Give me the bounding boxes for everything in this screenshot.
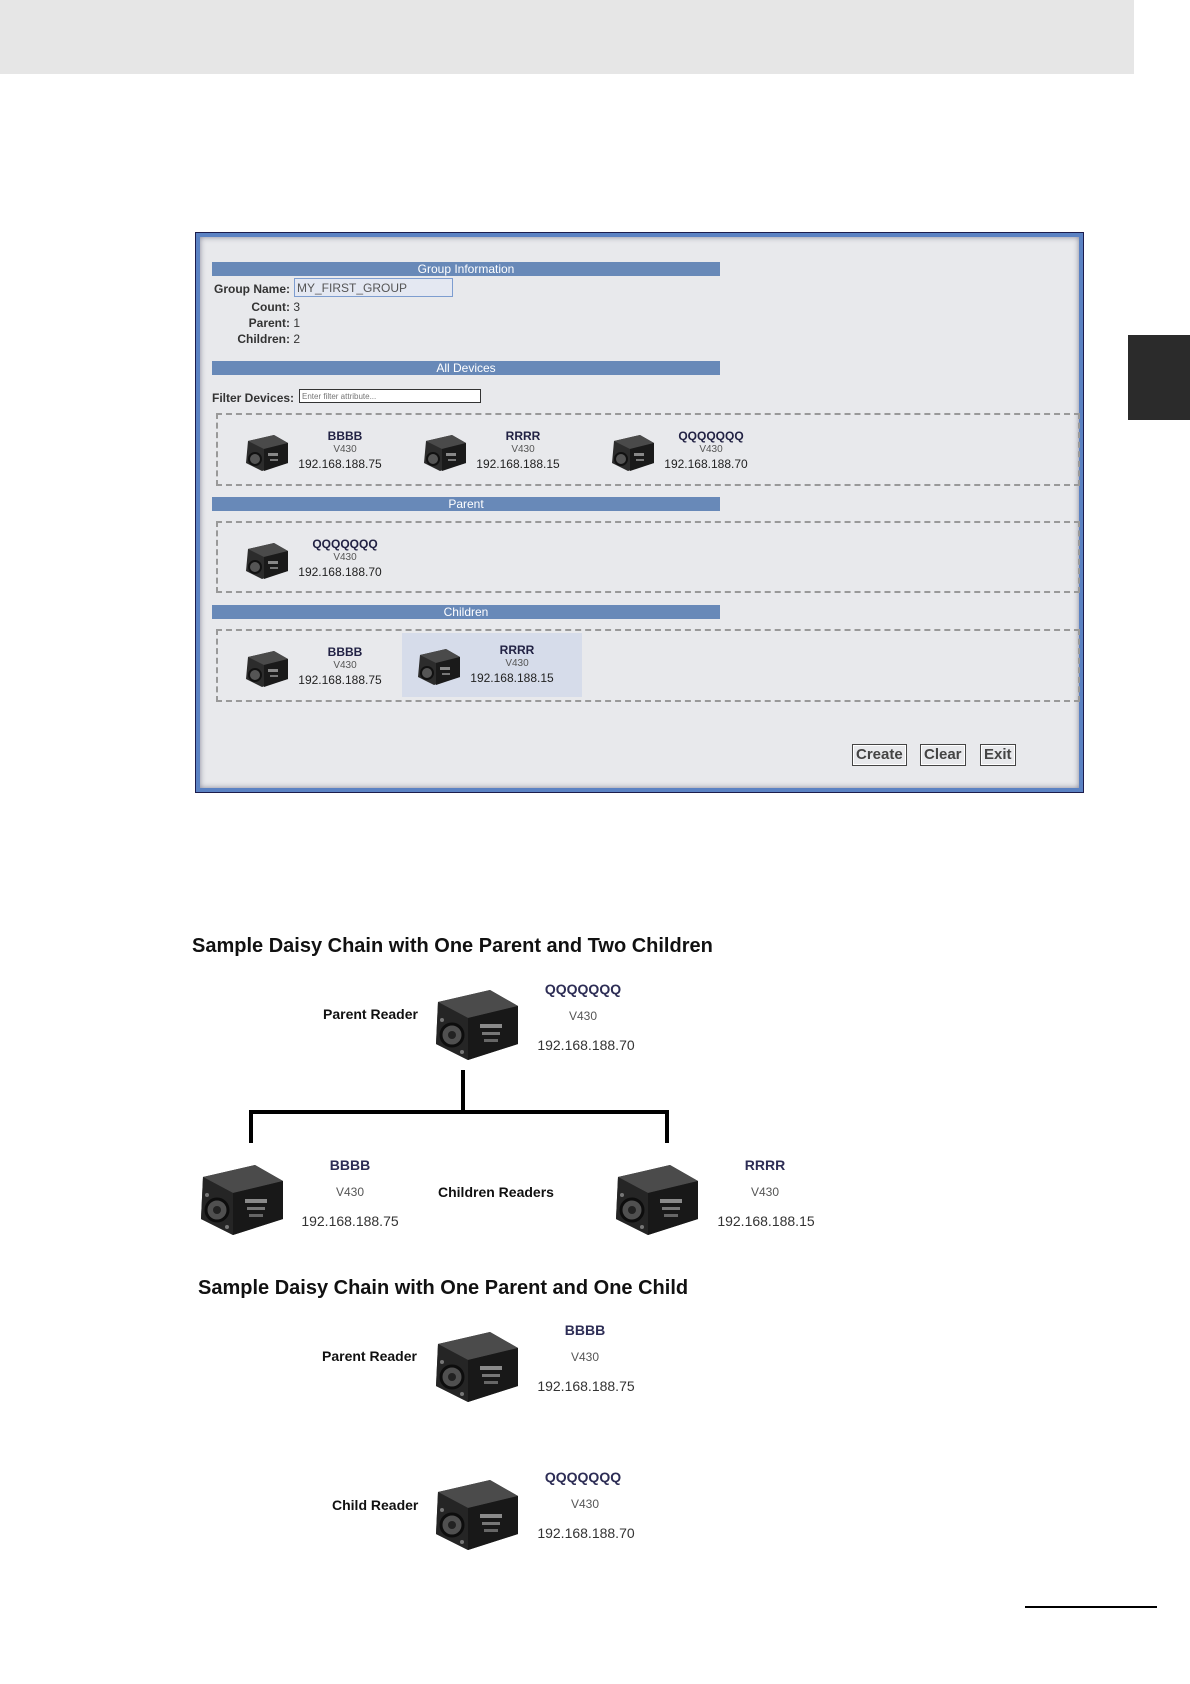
device-card[interactable]: [408, 419, 588, 479]
device-model: V430: [699, 444, 723, 455]
device-ip: 192.168.188.15: [476, 457, 560, 471]
device-ip: 192.168.188.70: [664, 457, 748, 471]
device-card[interactable]: [596, 419, 776, 479]
device-card-selected[interactable]: [402, 633, 582, 697]
child-right-name: RRRR: [744, 1157, 786, 1173]
child-reader-label: Child Reader: [332, 1497, 419, 1513]
chapter-tab: [1128, 335, 1190, 420]
parent-reader-label: Parent Reader: [322, 1348, 417, 1364]
parent-row: [214, 316, 300, 330]
parent-label: Parent:: [248, 316, 290, 330]
children-row: [214, 332, 300, 346]
filter-devices-input[interactable]: [299, 389, 481, 403]
child-reader-name: QQQQQQQ: [544, 1469, 622, 1485]
parent-reader-model: V430: [570, 1350, 600, 1364]
all-devices-list: [216, 413, 1080, 486]
device-model: V430: [505, 658, 529, 669]
children-value: 2: [293, 332, 301, 346]
child-reader-camera-icon: [608, 1155, 700, 1239]
group-name-label: Group Name:: [214, 282, 291, 296]
section-header-parent: Parent: [212, 497, 720, 511]
device-name: QQQQQQQ: [678, 429, 744, 443]
device-name: BBBB: [327, 429, 363, 443]
create-button[interactable]: Create: [852, 744, 907, 766]
diagram2-title: Sample Daisy Chain with One Parent and One Child: [198, 1277, 689, 1299]
child-reader-camera-icon: [428, 1470, 520, 1554]
page-header-band: [0, 0, 1134, 74]
parent-device-list: [216, 521, 1080, 593]
daisy-chain-connector: [245, 1070, 675, 1143]
device-model: V430: [333, 552, 357, 563]
exit-button[interactable]: Exit: [980, 744, 1016, 766]
child-left-model: V430: [335, 1185, 365, 1199]
diagram1-title: Sample Daisy Chain with One Parent and Two Children: [192, 935, 713, 957]
child-reader-camera-icon: [193, 1155, 285, 1239]
device-ip: 192.168.188.75: [298, 457, 382, 471]
device-ip: 192.168.188.70: [298, 565, 382, 579]
parent-reader-camera-icon: [428, 1322, 520, 1406]
footer-rule: [1025, 1606, 1157, 1608]
group-name-input[interactable]: [294, 278, 453, 297]
section-header-children: Children: [212, 605, 720, 619]
count-label: Count:: [251, 300, 290, 314]
group-config-body: [200, 237, 1079, 788]
device-name: BBBB: [327, 645, 363, 659]
device-card[interactable]: [230, 635, 410, 695]
parent-reader-ip: 192.168.188.75: [537, 1378, 635, 1394]
device-name: RRRR: [499, 643, 535, 657]
section-header-all-devices: All Devices: [212, 361, 720, 375]
child-right-ip: 192.168.188.15: [717, 1213, 815, 1229]
parent-reader-camera-icon: [428, 980, 520, 1064]
child-left-name: BBBB: [329, 1157, 371, 1173]
parent-reader-name: BBBB: [564, 1322, 606, 1338]
device-name: RRRR: [505, 429, 541, 443]
children-readers-label: Children Readers: [438, 1184, 554, 1200]
children-label: Children:: [237, 332, 290, 346]
child-left-ip: 192.168.188.75: [301, 1213, 399, 1229]
device-ip: 192.168.188.15: [470, 671, 554, 685]
device-model: V430: [333, 660, 357, 671]
parent-reader-name: QQQQQQQ: [544, 981, 622, 997]
parent-reader-ip: 192.168.188.70: [537, 1037, 635, 1053]
device-ip: 192.168.188.75: [298, 673, 382, 687]
parent-value: 1: [293, 316, 301, 330]
children-device-list: [216, 629, 1080, 702]
device-model: V430: [511, 444, 535, 455]
parent-reader-label: Parent Reader: [323, 1006, 418, 1022]
child-right-model: V430: [750, 1185, 780, 1199]
device-card[interactable]: [230, 527, 410, 587]
child-reader-ip: 192.168.188.70: [537, 1525, 635, 1541]
section-header-group-info: Group Information: [212, 262, 720, 276]
group-config-window: [195, 232, 1084, 793]
parent-reader-model: V430: [568, 1009, 598, 1023]
device-name: QQQQQQQ: [312, 537, 378, 551]
filter-devices-label: Filter Devices:: [212, 391, 295, 405]
clear-button[interactable]: Clear: [920, 744, 966, 766]
device-card[interactable]: [230, 419, 410, 479]
child-reader-model: V430: [570, 1497, 600, 1511]
count-value: 3: [293, 300, 301, 314]
device-model: V430: [333, 444, 357, 455]
count-row: [214, 300, 300, 314]
